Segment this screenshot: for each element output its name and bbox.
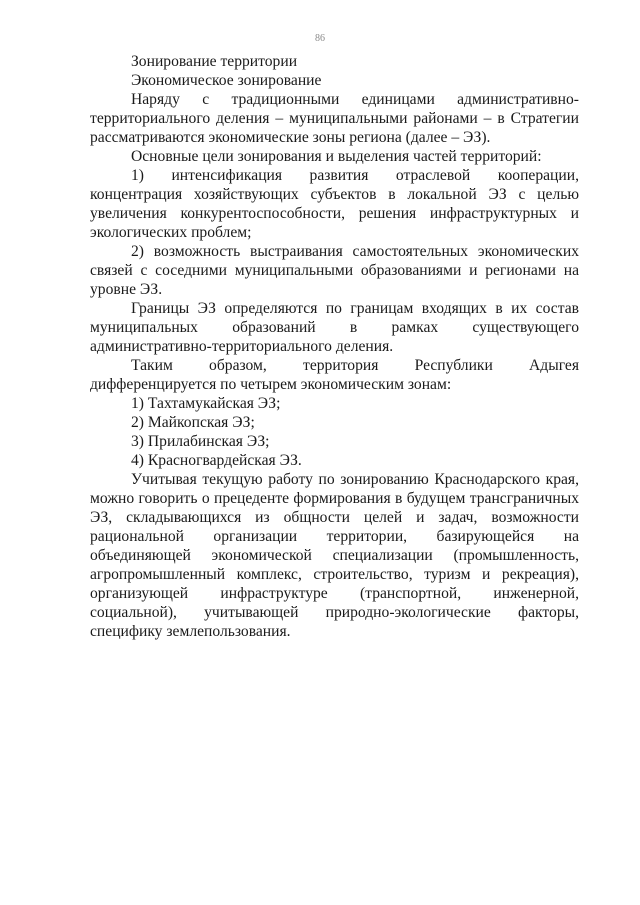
goal-item-1: 1) интенсификация развития отраслевой кооперации, концентрация хозяйствующих субъектов в локальной ЭЗ с целью увеличения конкурентоспособности, решения инфраструктурных и экологических проблем;	[90, 167, 579, 241]
zone-item-1: 1) Тахтамукайская ЭЗ;	[131, 395, 281, 412]
paragraph-conclusion: Учитывая текущую работу по зонированию Краснодарского края, можно говорить о прецеденте формирования в будущем трансграничных ЭЗ, складывающихся из общности целей и задач, возможности рациональной организации территории, базирующейся на объединяющей экономической специализации (промышленность, агропромышленный комплекс, строительство, туризм и рекреация), организующей инфраструктуре (транспортной, инженерной, социальной), учитывающей природно-экологические факторы, специфику землепользования.	[90, 471, 579, 640]
paragraph-intro: Наряду с традиционными единицами административно-территориального деления – муниципальными районами – в Стратегии рассматриваются экономические зоны региона (далее – ЭЗ).	[90, 91, 579, 146]
page-number: 86	[315, 33, 325, 44]
paragraph-boundaries: Границы ЭЗ определяются по границам входящих в их состав муниципальных образований в рамках существующего административно-территориального деления.	[90, 300, 579, 355]
subsection-heading: Экономическое зонирование	[131, 72, 322, 89]
zone-item-4: 4) Красногвардейская ЭЗ.	[131, 452, 302, 469]
paragraph-goals-heading: Основные цели зонирования и выделения частей территорий:	[131, 148, 542, 165]
section-heading: Зонирование территории	[131, 53, 298, 70]
document-body	[90, 52, 579, 641]
goal-item-2: 2) возможность выстраивания самостоятельных экономических связей с соседними муниципальными образованиями и регионами на уровне ЭЗ.	[90, 243, 579, 298]
zone-item-2: 2) Майкопская ЭЗ;	[131, 414, 255, 431]
paragraph-zones-intro: Таким образом, территория Республики Адыгея дифференцируется по четырем экономическим зонам:	[90, 357, 579, 393]
zone-item-3: 3) Прилабинская ЭЗ;	[131, 433, 270, 450]
